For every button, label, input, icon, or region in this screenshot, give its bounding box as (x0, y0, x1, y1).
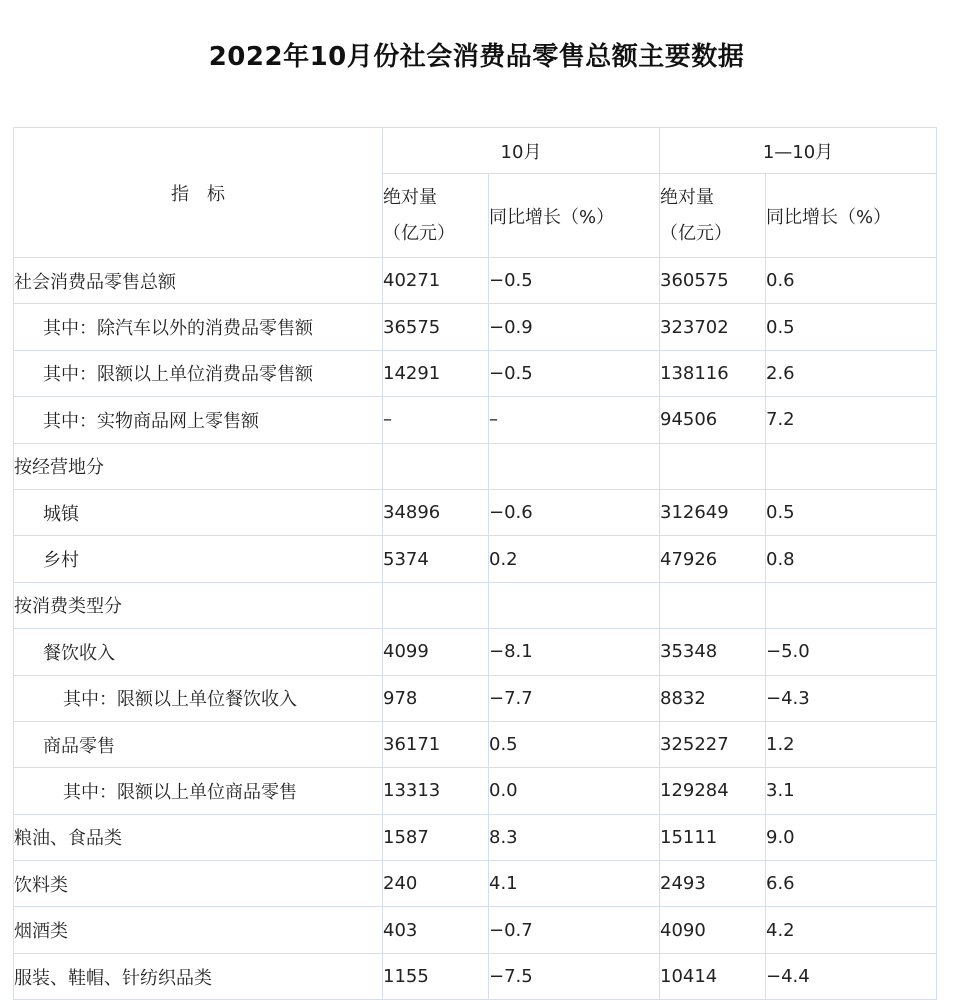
table-row (14, 258, 937, 304)
table-row (14, 768, 937, 814)
page-title: 2022年10月份社会消费品零售总额主要数据 (208, 42, 745, 72)
october-yoy-cell: 0.5 (489, 721, 660, 767)
october-absolute-cell: 978 (383, 675, 489, 721)
ytd-absolute-cell: 2493 (660, 861, 766, 907)
ytd-yoy-cell: 3.1 (766, 768, 937, 814)
ytd-yoy-cell: 0.6 (766, 258, 937, 304)
ytd-yoy-cell: −4.4 (766, 953, 937, 999)
ytd-absolute-cell: 10414 (660, 953, 766, 999)
table-row (14, 489, 937, 535)
table-row (14, 814, 937, 860)
table-header (14, 128, 937, 258)
october-yoy-cell: −8.1 (489, 629, 660, 675)
october-absolute-cell: 13313 (383, 768, 489, 814)
ytd-yoy-cell: 2.6 (766, 350, 937, 396)
ytd-yoy-cell (766, 443, 937, 489)
table-row (14, 536, 937, 582)
october-yoy-cell: −0.7 (489, 907, 660, 953)
october-group-header: 10月 (383, 128, 660, 174)
ytd-yoy-cell (766, 582, 937, 628)
row-label: 其中：除汽车以外的消费品零售额 (14, 304, 383, 350)
row-label: 其中：限额以上单位消费品零售额 (14, 350, 383, 396)
october-yoy-cell: −7.7 (489, 675, 660, 721)
ytd-yoy-cell: 0.5 (766, 489, 937, 535)
october-yoy-cell: 0.2 (489, 536, 660, 582)
october-absolute-cell: 1155 (383, 953, 489, 999)
october-yoy-cell (489, 443, 660, 489)
row-label: 粮油、食品类 (14, 814, 383, 860)
ytd-absolute-cell (660, 582, 766, 628)
october-absolute-cell: 403 (383, 907, 489, 953)
october-yoy-cell (489, 582, 660, 628)
row-label: 其中：实物商品网上零售额 (14, 397, 383, 443)
october-yoy-cell: 8.3 (489, 814, 660, 860)
ytd-absolute-cell: 47926 (660, 536, 766, 582)
table-row (14, 304, 937, 350)
october-absolute-cell: – (383, 397, 489, 443)
october-absolute-cell: 240 (383, 861, 489, 907)
ytd-yoy-cell: 0.8 (766, 536, 937, 582)
row-label: 其中：限额以上单位商品零售 (14, 768, 383, 814)
october-yoy-cell: −0.9 (489, 304, 660, 350)
row-label: 按消费类型分 (14, 582, 383, 628)
october-yoy-cell: −7.5 (489, 953, 660, 999)
absolute-label: 绝对量 (660, 186, 714, 208)
ytd-yoy-cell: 4.2 (766, 907, 937, 953)
october-yoy-cell: −0.5 (489, 258, 660, 304)
ytd-yoy-cell: 7.2 (766, 397, 937, 443)
row-label: 其中：限额以上单位餐饮收入 (14, 675, 383, 721)
october-absolute-cell: 5374 (383, 536, 489, 582)
october-absolute-cell: 34896 (383, 489, 489, 535)
october-absolute-cell: 1587 (383, 814, 489, 860)
ytd-absolute-cell: 138116 (660, 350, 766, 396)
ytd-absolute-cell: 8832 (660, 675, 766, 721)
ytd-yoy-header: 同比增长（%） (766, 174, 937, 258)
retail-sales-table (13, 127, 937, 1000)
table-row (14, 443, 937, 489)
october-yoy-cell: −0.5 (489, 350, 660, 396)
row-label: 乡村 (14, 536, 383, 582)
row-label: 按经营地分 (14, 443, 383, 489)
ytd-absolute-cell: 323702 (660, 304, 766, 350)
october-yoy-cell: −0.6 (489, 489, 660, 535)
ytd-group-header: 1—10月 (660, 128, 937, 174)
october-absolute-cell: 14291 (383, 350, 489, 396)
table-row (14, 907, 937, 953)
unit-label: （亿元） (383, 222, 455, 244)
october-yoy-header: 同比增长（%） (489, 174, 660, 258)
table-row (14, 861, 937, 907)
ytd-yoy-cell: 0.5 (766, 304, 937, 350)
ytd-absolute-cell: 35348 (660, 629, 766, 675)
ytd-absolute-cell: 312649 (660, 489, 766, 535)
ytd-yoy-cell: −4.3 (766, 675, 937, 721)
ytd-absolute-cell: 325227 (660, 721, 766, 767)
table-row (14, 397, 937, 443)
ytd-absolute-cell: 129284 (660, 768, 766, 814)
row-label: 服装、鞋帽、针纺织品类 (14, 953, 383, 999)
ytd-absolute-header (660, 174, 766, 258)
october-absolute-cell: 4099 (383, 629, 489, 675)
table-row (14, 953, 937, 999)
row-label: 城镇 (14, 489, 383, 535)
table-row (14, 675, 937, 721)
ytd-yoy-cell: 9.0 (766, 814, 937, 860)
indicator-header: 指 标 (14, 128, 383, 258)
row-label: 商品零售 (14, 721, 383, 767)
table-row (14, 350, 937, 396)
ytd-absolute-cell: 4090 (660, 907, 766, 953)
october-yoy-cell: 4.1 (489, 861, 660, 907)
ytd-absolute-cell: 15111 (660, 814, 766, 860)
absolute-label: 绝对量 (383, 186, 437, 208)
table-body (14, 258, 937, 1000)
october-absolute-cell: 36171 (383, 721, 489, 767)
ytd-absolute-cell: 94506 (660, 397, 766, 443)
table-row (14, 721, 937, 767)
ytd-absolute-cell: 360575 (660, 258, 766, 304)
october-yoy-cell: 0.0 (489, 768, 660, 814)
row-label: 社会消费品零售总额 (14, 258, 383, 304)
row-label: 饮料类 (14, 861, 383, 907)
ytd-absolute-cell (660, 443, 766, 489)
october-yoy-cell: – (489, 397, 660, 443)
ytd-yoy-cell: −5.0 (766, 629, 937, 675)
october-absolute-cell: 40271 (383, 258, 489, 304)
ytd-yoy-cell: 6.6 (766, 861, 937, 907)
row-label: 餐饮收入 (14, 629, 383, 675)
table-row (14, 629, 937, 675)
october-absolute-cell (383, 582, 489, 628)
table-row (14, 582, 937, 628)
unit-label: （亿元） (660, 222, 732, 244)
october-absolute-header (383, 174, 489, 258)
row-label: 烟酒类 (14, 907, 383, 953)
ytd-yoy-cell: 1.2 (766, 721, 937, 767)
october-absolute-cell: 36575 (383, 304, 489, 350)
october-absolute-cell (383, 443, 489, 489)
